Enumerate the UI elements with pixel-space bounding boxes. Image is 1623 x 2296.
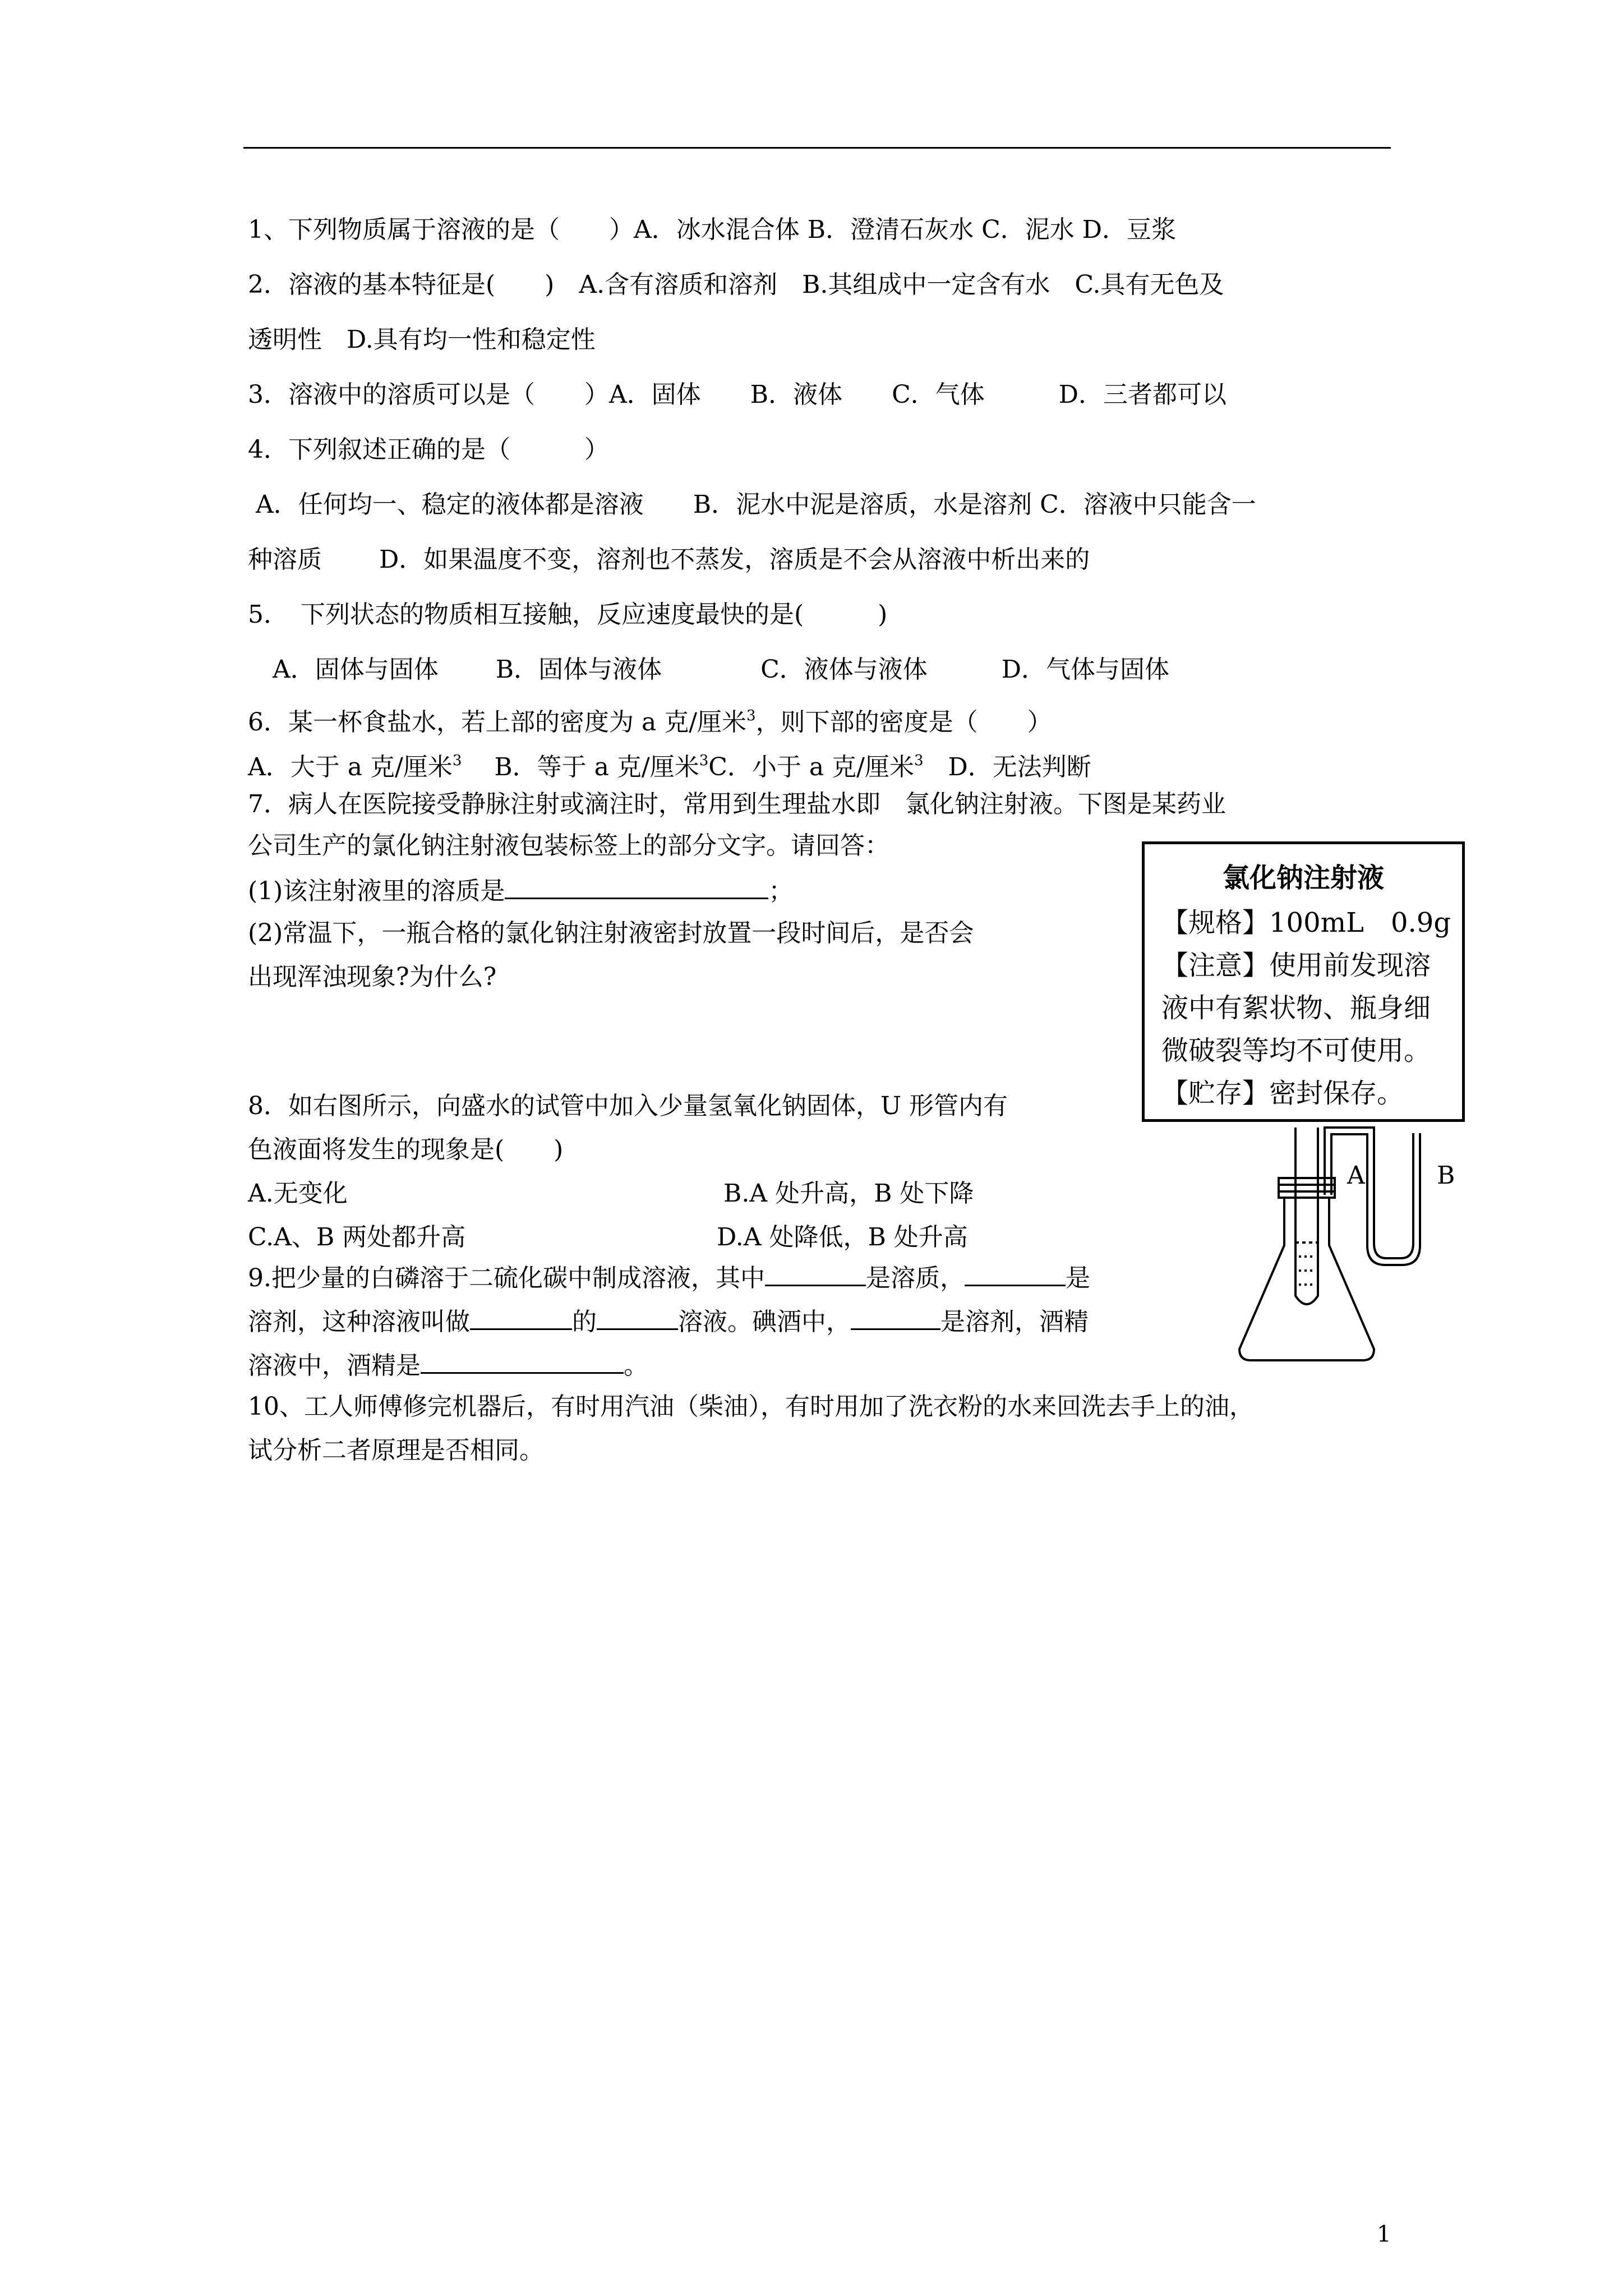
question-1: 1、下列物质属于溶液的是（ ）A．冰水混合体 B．澄清石灰水 C．泥水 D．豆浆 <box>248 215 1177 244</box>
question-6-options: A．大于 a 克/厘米$^3$ B．等于 a 克/厘米$^3$C．小于 a 克/厘米$^3$ D．无法判断 <box>248 752 1091 781</box>
question-6: 6．某一杯食盐水，若上部的密度为 a 克/厘米$^3$，则下部的密度是（ ） <box>248 707 1052 737</box>
header-rule <box>243 147 1391 149</box>
answer-blank[interactable] <box>965 1260 1066 1286</box>
question-2-line2: 透明性 D.具有均一性和稳定性 <box>248 325 596 354</box>
question-8-option-b: B.A 处升高，B 处下降 <box>723 1179 974 1208</box>
label-title: 氯化钠注射液 <box>1222 862 1384 894</box>
question-4: 4．下列叙述正确的是（ ） <box>248 435 609 464</box>
question-2-line1: 2．溶液的基本特征是( ) A.含有溶质和溶剂 B.其组成中一定含有水 C.具有无色及 <box>248 270 1224 299</box>
question-7-2-line2: 出现浑浊现象?为什么? <box>248 963 497 991</box>
flask-outline <box>1239 1195 1374 1360</box>
question-8-line2: 色液面将发生的现象是( ) <box>248 1135 564 1164</box>
question-10-line1: 10、工人师傅修完机器后，有时用汽油（柴油），有时用加了洗衣粉的水来回洗去手上的油， <box>248 1392 1254 1421</box>
question-5-options: A．固体与固体 B．固体与液体 C．液体与液体 D．气体与固体 <box>248 655 1170 684</box>
question-9-line2: 溶剂，这种溶液叫做 的 溶液。碘酒中， 是溶剂，酒精 <box>248 1304 1089 1339</box>
question-5: 5． 下列状态的物质相互接触，反应速度最快的是( ) <box>248 600 888 629</box>
question-7-2-line1: (2)常温下，一瓶合格的氯化钠注射液密封放置一段时间后，是否会 <box>248 919 974 947</box>
question-4-line1: A．任何均一、稳定的液体都是溶液 B．泥水中泥是溶质，水是溶剂 C．溶液中只能含一 <box>248 490 1256 519</box>
question-10-line2: 试分析二者原理是否相同。 <box>248 1436 544 1465</box>
answer-blank[interactable] <box>421 1347 624 1374</box>
label-note-3: 微破裂等均不可使用。 <box>1161 1035 1431 1066</box>
answer-blank[interactable] <box>470 1304 572 1330</box>
label-b: B <box>1437 1161 1455 1190</box>
label-note-1: 【注意】使用前发现溶 <box>1161 950 1431 981</box>
answer-blank[interactable] <box>597 1304 678 1330</box>
question-9-line1: 9.把少量的白磷溶于二硫化碳中制成溶液，其中 是溶质， 是 <box>248 1260 1090 1295</box>
question-7-line2: 公司生产的氯化钠注射液包装标签上的部分文字。请回答： <box>248 831 889 860</box>
answer-blank[interactable] <box>765 1260 866 1286</box>
stopper <box>1279 1178 1335 1198</box>
answer-blank[interactable] <box>851 1304 940 1330</box>
label-a: A <box>1347 1161 1365 1190</box>
label-storage: 【贮存】密封保存。 <box>1161 1078 1404 1109</box>
question-4-line2: 种溶质 D．如果温度不变，溶剂也不蒸发，溶质是不会从溶液中析出来的 <box>248 545 1090 574</box>
question-8-line1: 8．如右图所示，向盛水的试管中加入少量氢氧化钠固体，U 形管内有 <box>248 1092 1008 1120</box>
answer-blank[interactable] <box>505 873 768 899</box>
label-note-2: 液中有絮状物、瓶身细 <box>1161 992 1431 1024</box>
question-9-line3: 溶液中，酒精是 。 <box>248 1347 648 1383</box>
page-number: 1 <box>1377 2221 1391 2247</box>
label-spec: 【规格】100mL 0.9g <box>1161 907 1451 938</box>
question-8-option-c: C.A、B 两处都升高 <box>248 1223 466 1251</box>
question-7-1: (1)该注射液里的溶质是 ； <box>248 873 793 908</box>
flask-u-tube-diagram <box>1223 1122 1486 1374</box>
question-7-line1: 7．病人在医院接受静脉注射或滴注时，常用到生理盐水即 氯化钠注射液。下图是某药业 <box>248 790 1226 818</box>
question-8-option-a: A.无变化 <box>248 1179 348 1208</box>
injection-label-box <box>1142 841 1465 1122</box>
question-8-option-d: D.A 处降低，B 处升高 <box>717 1223 968 1251</box>
test-tube <box>1295 1128 1318 1304</box>
question-3: 3．溶液中的溶质可以是（ ）A．固体 B．液体 C．气体 D．三者都可以 <box>248 380 1227 409</box>
